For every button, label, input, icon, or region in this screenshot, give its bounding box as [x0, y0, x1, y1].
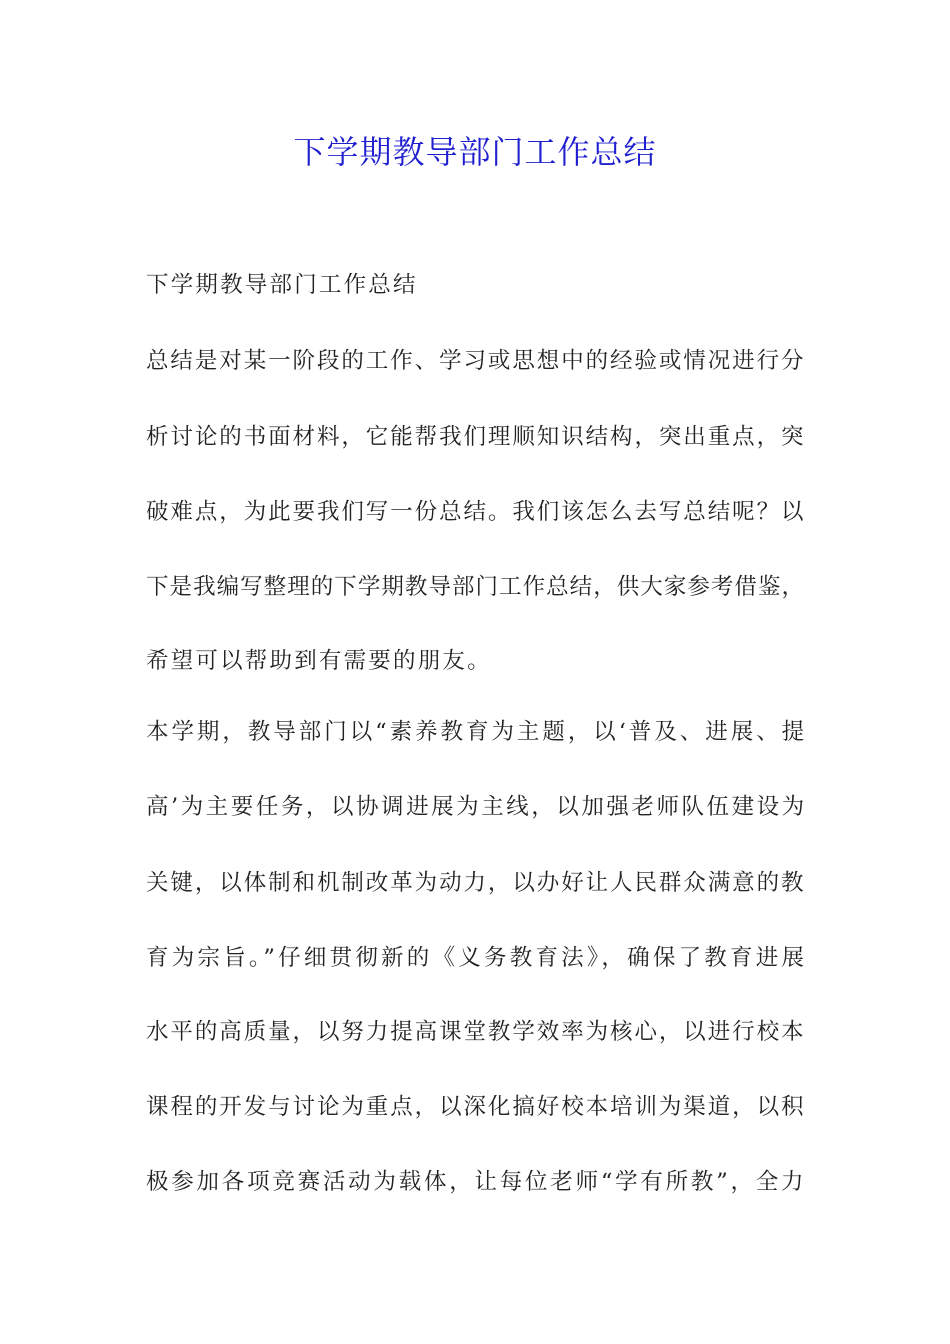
paragraph-line: 破难点，为此要我们写一份总结。我们该怎么去写总结呢？以 [146, 499, 806, 525]
paragraph-line: 下是我编写整理的下学期教导部门工作总结，供大家参考借鉴， [146, 574, 806, 600]
paragraph-line: 总结是对某一阶段的工作、学习或思想中的经验或情况进行分 [146, 348, 806, 374]
paragraph-line: 水平的高质量，以努力提高课堂教学效率为核心，以进行校本 [146, 1019, 806, 1045]
document-title: 下学期教导部门工作总结 [293, 133, 657, 171]
paragraph-line: 析讨论的书面材料，它能帮我们理顺知识结构，突出重点，突 [146, 424, 806, 450]
document-subtitle: 下学期教导部门工作总结 [146, 272, 418, 298]
paragraph-line: 育为宗旨。”仔细贯彻新的《义务教育法》，确保了教育进展 [146, 945, 808, 971]
paragraph-line: 本学期，教导部门以“素养教育为主题，以‘普及、进展、提 [146, 719, 808, 745]
paragraph-line: 课程的开发与讨论为重点，以深化搞好校本培训为渠道，以积 [146, 1094, 806, 1120]
paragraph-line: 关键，以体制和机制改革为动力，以办好让人民群众满意的教 [146, 870, 806, 896]
paragraph-line: 极参加各项竞赛活动为载体，让每位老师“学有所教”，全力 [146, 1169, 807, 1195]
paragraph-line: 高’为主要任务，以协调进展为主线，以加强老师队伍建设为 [146, 794, 807, 820]
paragraph-line: 希望可以帮助到有需要的朋友。 [146, 648, 492, 674]
